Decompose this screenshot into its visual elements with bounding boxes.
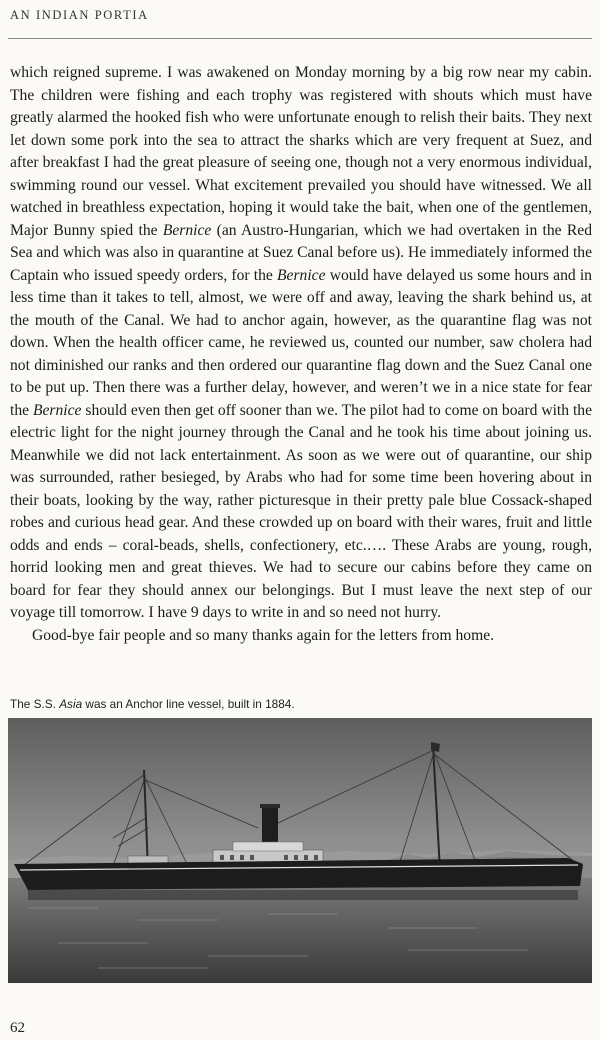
- text-run: should even then get off sooner than we. The pilot had to come on board with the electric light for the night journey through the Canal and he took his time about joining us. Meanwhile we did not lack entertainment. As soon as we were out of quarantine, our ship was surrounded, rather besieged, by Arabs who had for some time been hovering about in their boats, looking by the way, rather picturesque in their pretty pale blue Cossack-shaped robes and curious head gear. And these crowded up on board with their wares, fruit and little odds and ends – coral-beads, shells, confectionery, etc.…. These Arabs are young, rough, horrid looking men and great thieves. We had to secure our cabins before they came on board for fear they should annex our belongings. But I must leave the next step of our voyage till tomorrow. I have 9 days to write in and so need not hurry.: [10, 401, 593, 621]
- paragraph: [10, 62, 592, 625]
- body-text: [10, 62, 592, 647]
- text-run: which reigned supreme. I was awakened on Monday morning by a big row near my cabin. The children were fishing and each trophy was registered with shouts which must have greatly alarmed the hooked fish who were unfortunate enough to relish their baits. They next let down some pork into the sea to attract the sharks which are very frequent at Suez, and after breakfast I had the great pleasure of seeing one, though not a very enormous individual, swimming round our vessel. What excitement prevailed you should have witnessed. We all watched in breathless expectation, hoping it would take the bait, when one of the gentlemen, Major Bunny spied the: [10, 64, 592, 239]
- page-number: 62: [10, 1020, 25, 1036]
- steamship-image: [8, 718, 592, 983]
- text-run: (an Austro-Hungarian, which we had overtaken in the Red Sea and which was also in quarantine at Suez Canal before us). He immediately informed the Captain who issued speedy orders, for the: [10, 221, 593, 284]
- figure-caption: [10, 697, 295, 711]
- caption-ship-name: Asia: [59, 697, 83, 711]
- text-run: Good-bye fair people and so many thanks again for the letters from home.: [32, 626, 495, 644]
- running-head: AN INDIAN PORTIA: [10, 8, 149, 22]
- caption-text: was an Anchor line vessel, built in 1884.: [82, 697, 295, 711]
- ship-photograph: [8, 718, 592, 983]
- ship-name: Bernice: [162, 221, 212, 239]
- ship-name: Bernice: [32, 401, 82, 419]
- ship-name: Bernice: [277, 266, 326, 284]
- header-rule: [8, 38, 592, 39]
- caption-text: The S.S.: [10, 697, 60, 711]
- paragraph: [10, 625, 592, 648]
- text-run: would have delayed us some hours and in less time than it takes to tell, almost, we were off and away, leaving the shark behind us, at the mouth of the Canal. We had to anchor again, however, as the quarantine flag was not down. When the health officer came, he reviewed us, counted our number, saw cholera had not diminished our ranks and then ordered our quarantine flag down and the Suez Canal one to be put up. Then there was a further delay, however, and weren’t we in a nice state for fear the: [10, 266, 592, 419]
